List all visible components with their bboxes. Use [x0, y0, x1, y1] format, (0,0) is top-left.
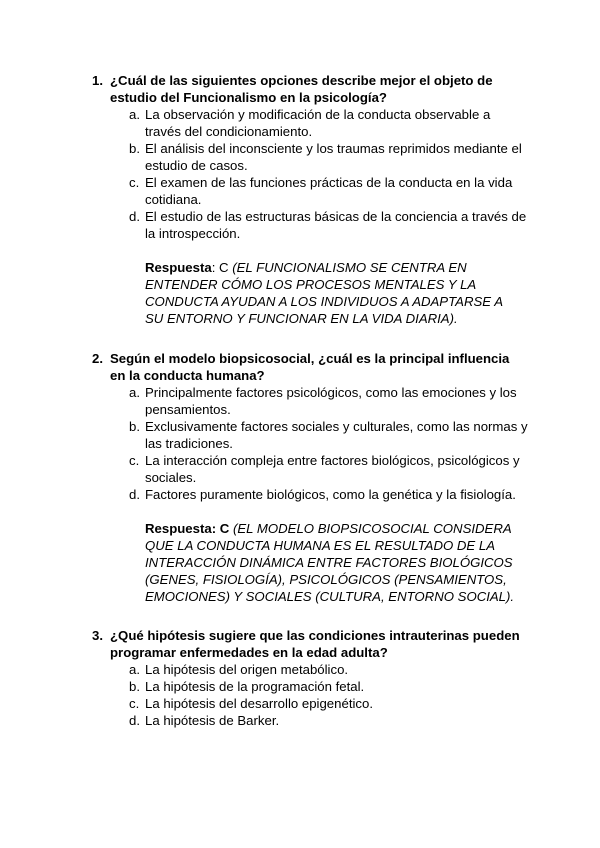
option-a	[129, 384, 529, 418]
option-letter: b.	[129, 679, 140, 694]
option-text: La hipótesis del origen metabólico.	[145, 662, 349, 677]
option-letter: b.	[129, 419, 140, 434]
question-number: 1.	[92, 73, 103, 88]
question-2	[92, 350, 532, 605]
option-text: La interacción compleja entre factores biológicos, psicológicos y sociales.	[145, 453, 520, 485]
answer-choice: C	[216, 521, 233, 536]
option-text: La observación y modificación de la conducta observable a través del condicionamiento.	[145, 107, 491, 139]
option-d	[129, 486, 529, 503]
answer-label: Respuesta	[145, 260, 212, 275]
option-c	[129, 174, 529, 208]
option-b	[129, 418, 529, 452]
option-letter: b.	[129, 141, 140, 156]
option-letter: a.	[129, 662, 140, 677]
question-header	[92, 627, 532, 661]
options-list	[92, 106, 532, 242]
answer-choice: : C	[211, 260, 233, 275]
answer-block	[145, 259, 515, 327]
option-letter: c.	[129, 175, 140, 190]
answer-label: Respuesta:	[145, 521, 217, 536]
option-d	[129, 712, 529, 729]
option-text: El análisis del inconsciente y los traumas reprimidos mediante el estudio de casos.	[145, 141, 522, 173]
option-text: Principalmente factores psicológicos, como las emociones y los pensamientos.	[145, 385, 517, 417]
option-letter: d.	[129, 209, 140, 224]
question-number: 3.	[92, 628, 103, 643]
option-b	[129, 140, 529, 174]
option-text: La hipótesis del desarrollo epigenético.	[145, 696, 373, 711]
options-list	[92, 384, 532, 503]
option-d	[129, 208, 529, 242]
answer-explanation: (EL FUNCIONALISMO SE CENTRA EN ENTENDER CÓMO LOS PROCESOS MENTALES Y LA CONDUCTA AYUDAN A LOS INDIVIDUOS A ADAPTARSE A SU ENTORNO Y FUNCIONAR EN LA VIDA DIARIA).	[145, 260, 503, 326]
option-letter: d.	[129, 713, 140, 728]
question-header	[92, 72, 532, 106]
option-a	[129, 106, 529, 140]
question-text: ¿Qué hipótesis sugiere que las condiciones intrauterinas pueden programar enfermedades en la edad adulta?	[110, 628, 520, 660]
option-text: El estudio de las estructuras básicas de la conciencia a través de la introspección.	[145, 209, 527, 241]
option-b	[129, 678, 529, 695]
option-letter: a.	[129, 385, 140, 400]
option-c	[129, 452, 529, 486]
option-letter: c.	[129, 696, 140, 711]
option-letter: d.	[129, 487, 140, 502]
option-text: Factores puramente biológicos, como la genética y la fisiología.	[145, 487, 516, 502]
question-1	[92, 72, 532, 327]
option-text: La hipótesis de Barker.	[145, 713, 280, 728]
option-a	[129, 661, 529, 678]
question-number: 2.	[92, 351, 103, 366]
answer-explanation: (EL MODELO BIOPSICOSOCIAL CONSIDERA QUE LA CONDUCTA HUMANA ES EL RESULTADO DE LA INTERACCIÓN DINÁMICA ENTRE FACTORES BIOLÓGICOS (GENES, FISIOLOGÍA), PSICOLÓGICOS (PENSAMIENTOS, EMOCIONES) Y SOCIALES (CULTURA, ENTORNO SOCIAL).	[145, 521, 515, 604]
option-letter: a.	[129, 107, 140, 122]
option-c	[129, 695, 529, 712]
option-text: Exclusivamente factores sociales y culturales, como las normas y las tradiciones.	[145, 419, 528, 451]
options-list	[92, 661, 532, 729]
option-text: El examen de las funciones prácticas de la conducta en la vida cotidiana.	[145, 175, 513, 207]
option-letter: c.	[129, 453, 140, 468]
question-3	[92, 627, 532, 729]
question-text: ¿Cuál de las siguientes opciones describe mejor el objeto de estudio del Funcionalismo en la psicología?	[110, 73, 493, 105]
question-header	[92, 350, 532, 384]
answer-block	[145, 520, 515, 605]
option-text: La hipótesis de la programación fetal.	[145, 679, 365, 694]
question-text: Según el modelo biopsicosocial, ¿cuál es la principal influencia en la conducta humana?	[110, 351, 510, 383]
